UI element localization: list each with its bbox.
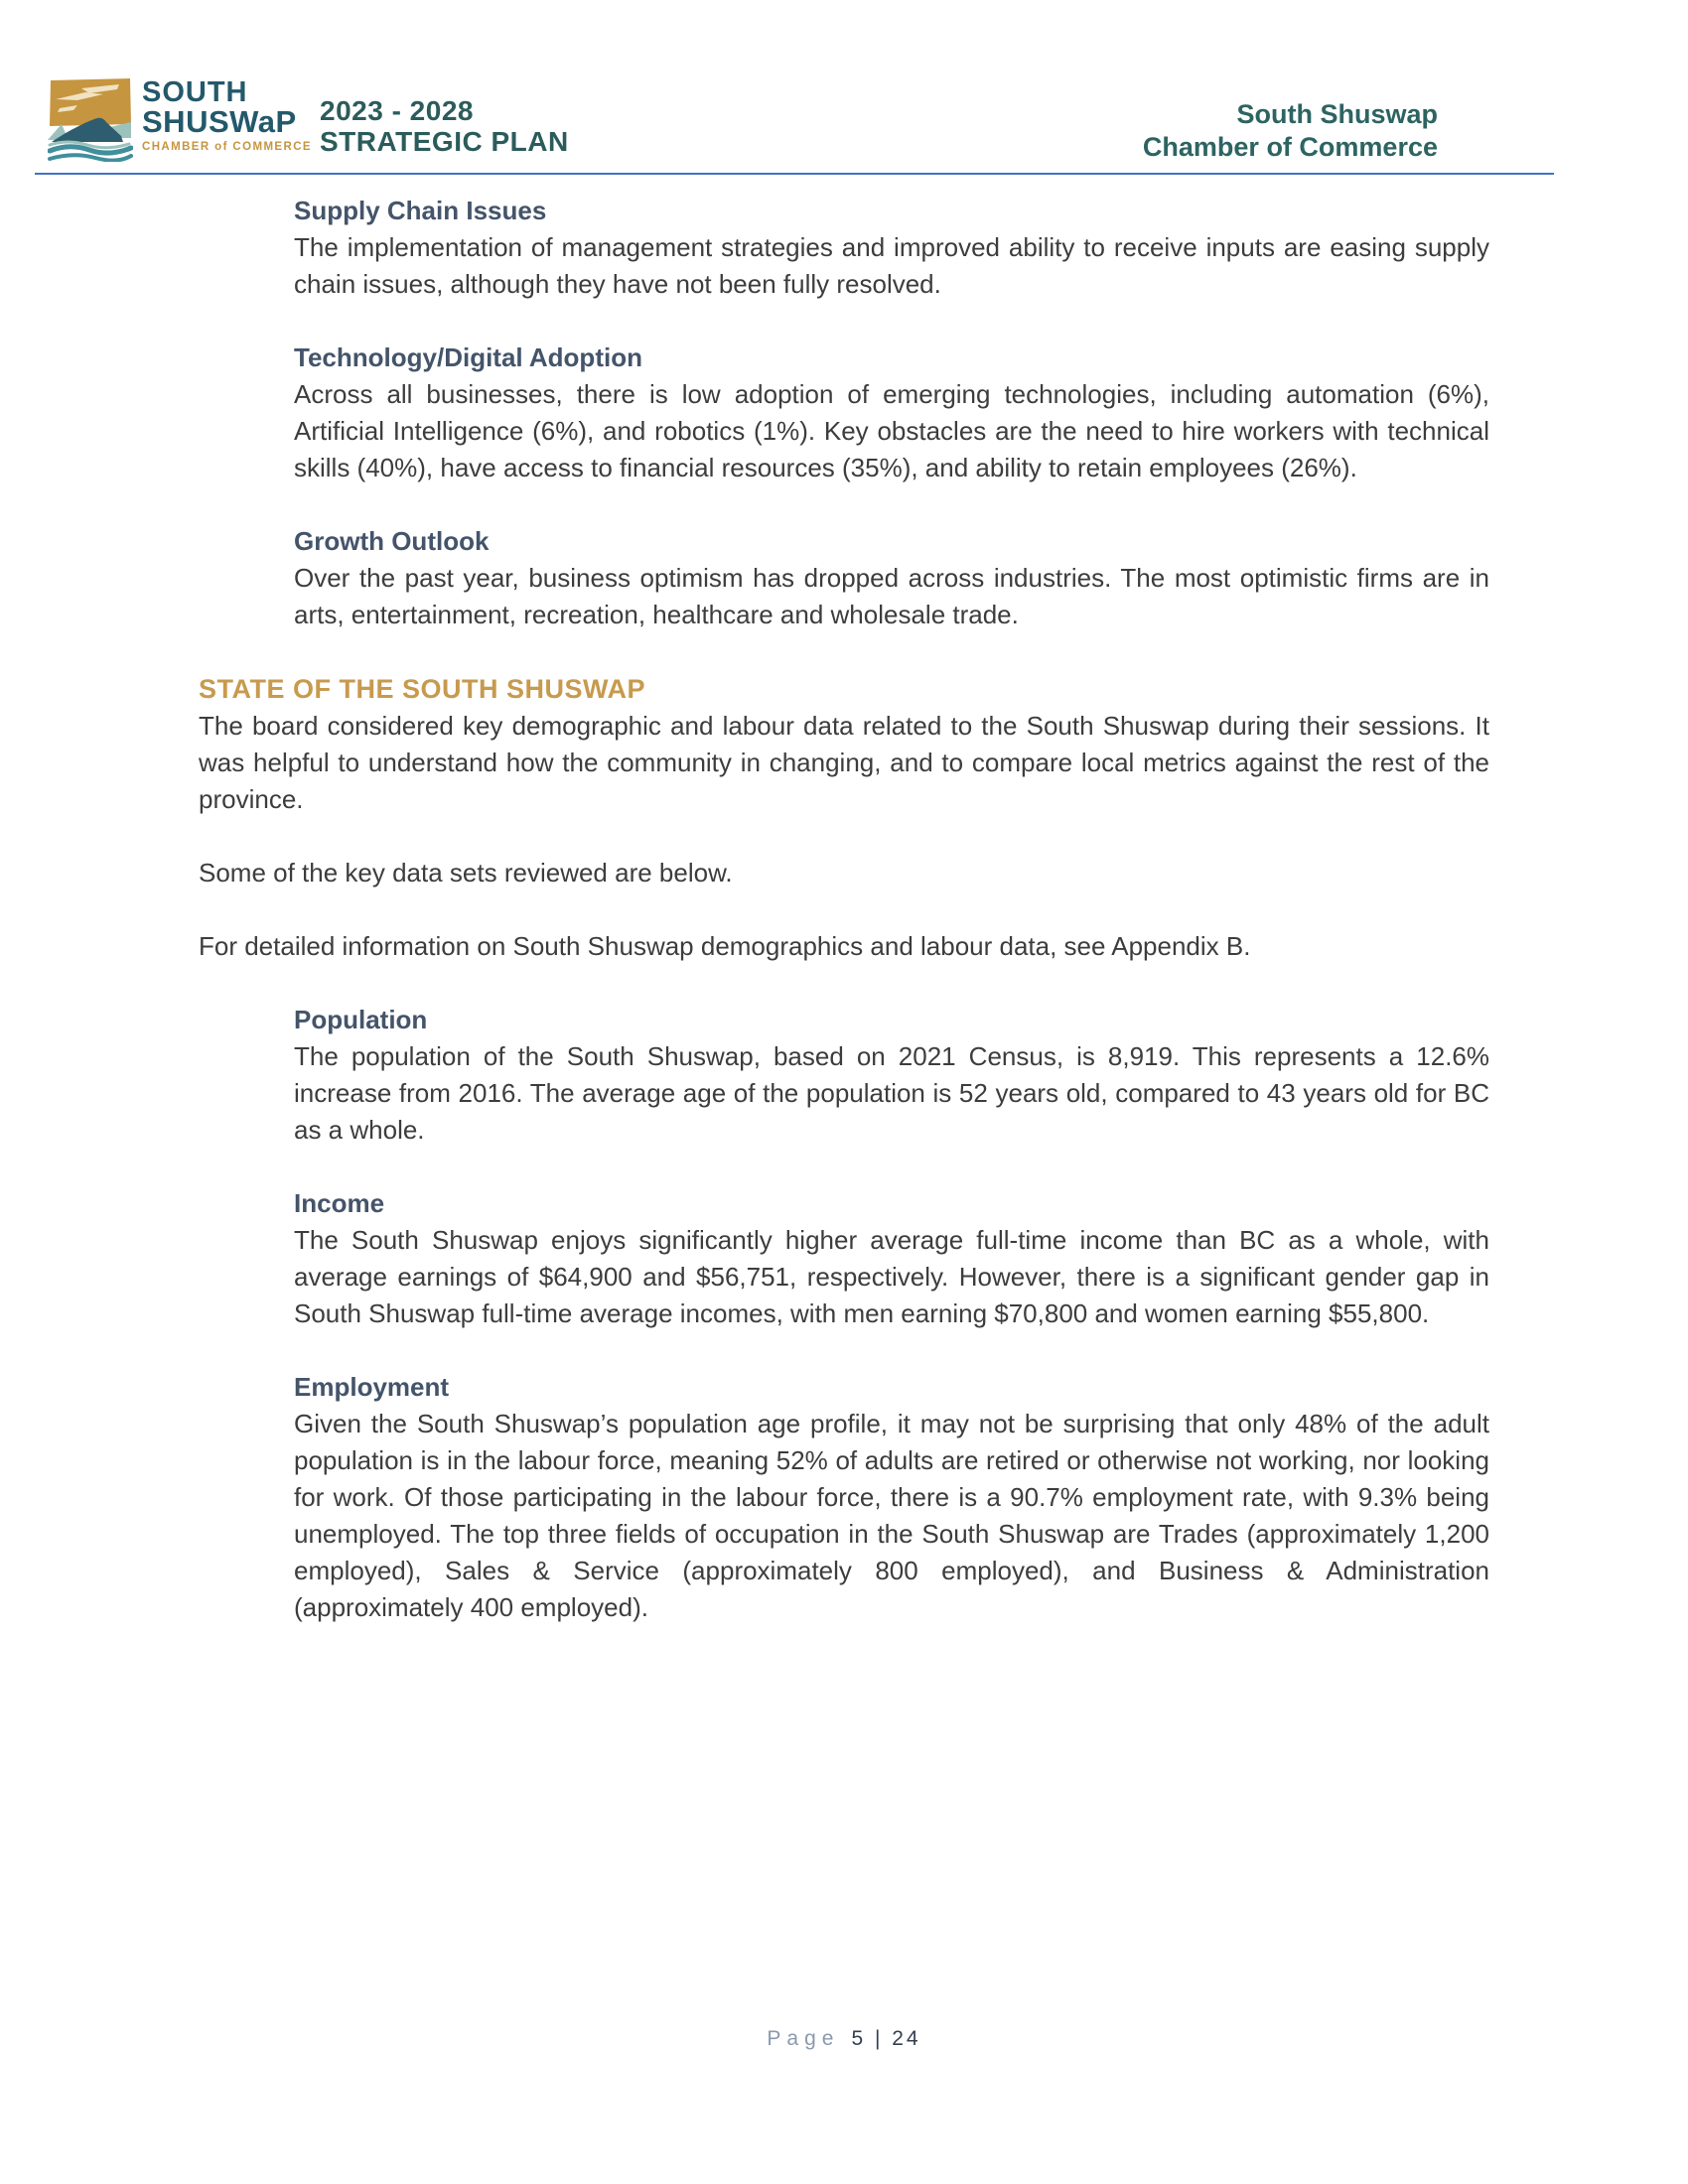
org-name-line2: Chamber of Commerce (1142, 132, 1438, 162)
paragraph: The population of the South Shuswap, based on 2021 Census, is 8,919. This represents a 12.6% increase from 2016. The average age of the population is 52 years old, compared to 43 years old for BC as a whole. (294, 1041, 1489, 1145)
paragraph: For detailed information on South Shuswap demographics and labour data, see Appendix B. (199, 931, 1251, 961)
section-heading: Technology/Digital Adoption (294, 342, 642, 372)
header-org-name (1143, 98, 1438, 164)
section-growth-outlook (199, 523, 1489, 633)
section-heading: Income (294, 1188, 385, 1218)
logo-word-south: SOUTH (142, 76, 248, 108)
section-heading: STATE OF THE SOUTH SHUSWAP (199, 674, 646, 704)
section-population (199, 1002, 1489, 1149)
section-employment (199, 1369, 1489, 1626)
header-divider (35, 173, 1554, 175)
paragraph: Over the past year, business optimism has dropped across industries. The most optimistic firms are in arts, entertainment, recreation, healthcare and wholesale trade. (294, 563, 1489, 629)
paragraph: Given the South Shuswap’s population age profile, it may not be surprising that only 48% of the adult population is in the labour force, meaning 52% of adults are retired or otherwise not working, nor looking for work. Of those participating in the labour force, there is a 90.7% employment rate, with 9.3% being unemployed. The top three fields of occupation in the South Shuswap are Trades (approximately 1,200 employed), Sales & Service (approximately 800 employed), and Business & Administration (approximately 400 employed). (294, 1409, 1489, 1622)
strategic-plan-title (320, 95, 569, 157)
page-footer (0, 2027, 1688, 2051)
section-heading: Growth Outlook (294, 526, 490, 556)
page-label: Page (767, 2027, 840, 2050)
section-heading: Population (294, 1005, 428, 1034)
chamber-logo-icon (48, 78, 133, 162)
plan-title-years: 2023 - 2028 (320, 95, 474, 126)
section-heading: Supply Chain Issues (294, 196, 547, 225)
section-state-of-south-shuswap (199, 670, 1489, 965)
paragraph: The board considered key demographic and labour data related to the South Shuswap during their sessions. It was helpful to understand how the community in changing, and to compare local metrics against the rest of the province. (199, 711, 1489, 814)
logo-word-chamber: CHAMBER of COMMERCE (142, 141, 312, 153)
paragraph: Some of the key data sets reviewed are below. (199, 858, 733, 887)
section-supply-chain (199, 193, 1489, 303)
plan-title-label: STRATEGIC PLAN (320, 126, 569, 157)
document-body (199, 193, 1489, 1663)
section-technology (199, 340, 1489, 486)
paragraph: Across all businesses, there is low adoption of emerging technologies, including automation (6%), Artificial Intelligence (6%), and robotics (1%). Key obstacles are the need to hire workers with technical skills (40%), have access to financial resources (35%), and ability to retain employees (26%). (294, 379, 1489, 482)
section-heading: Employment (294, 1372, 450, 1402)
paragraph: The implementation of management strategies and improved ability to receive inputs are easing supply chain issues, although they have not been fully resolved. (294, 232, 1489, 299)
page-number: 5 | 24 (851, 2027, 921, 2050)
org-name-line1: South Shuswap (1236, 99, 1438, 129)
page-header (0, 0, 1688, 175)
section-income (199, 1185, 1489, 1332)
paragraph: The South Shuswap enjoys significantly higher average full-time income than BC as a whole, with average earnings of $64,900 and $56,751, respectively. However, there is a significant gender gap in South Shuswap full-time average incomes, with men earning $70,800 and women earning $55,800. (294, 1225, 1489, 1328)
logo-word-shuswap: SHUSWaP (142, 104, 297, 139)
chamber-logo-wordmark (142, 76, 312, 153)
